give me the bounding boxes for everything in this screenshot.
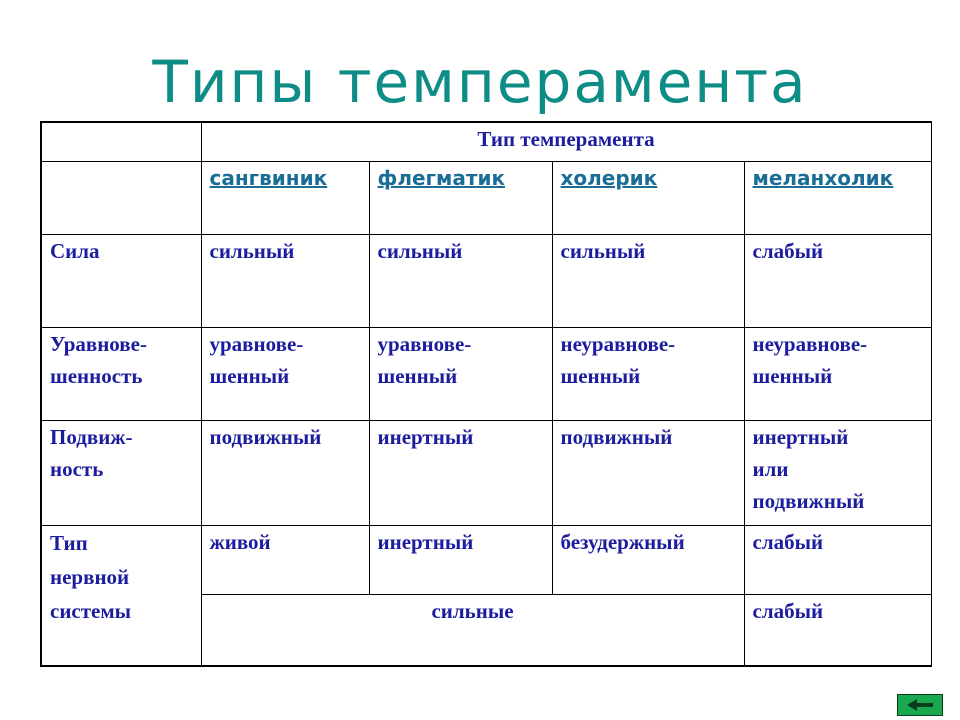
label-line: нервной <box>50 565 130 589</box>
table-cell <box>552 328 744 421</box>
table-row <box>41 421 931 526</box>
table-cell: инертный <box>369 421 552 526</box>
cell-line: уравнове- <box>377 332 472 356</box>
table-cell: слабый <box>744 526 931 595</box>
arrow-left-icon <box>905 698 935 712</box>
table-cell: подвижный <box>201 421 369 526</box>
type-melancholic[interactable] <box>744 162 931 235</box>
label-line: ность <box>50 457 104 481</box>
table-row <box>41 235 931 328</box>
corner-cell <box>41 122 201 162</box>
table-cell: живой <box>201 526 369 595</box>
table-row <box>41 328 931 421</box>
cell-line: шенный <box>560 364 641 388</box>
group-header: Тип темперамента <box>201 122 931 162</box>
back-nav-button[interactable] <box>897 694 943 716</box>
cell-line: шенный <box>752 364 833 388</box>
type-phlegmatic[interactable] <box>369 162 552 235</box>
table-row <box>41 526 931 595</box>
label-line: системы <box>50 599 132 623</box>
label-line: Тип <box>50 531 88 555</box>
table-row <box>41 162 931 235</box>
summary-weak-cell: слабый <box>744 595 931 667</box>
slide-title: Типы темперамента <box>152 48 808 116</box>
label-line: Уравнове- <box>50 332 147 356</box>
cell-line: неуравнове- <box>752 332 868 356</box>
label-line: шенность <box>50 364 143 388</box>
table-cell <box>369 328 552 421</box>
cell-line: шенный <box>209 364 290 388</box>
cell-line: уравнове- <box>209 332 304 356</box>
type-link-melancholic[interactable]: меланхолик <box>752 166 894 190</box>
summary-strong-cell: сильные <box>201 595 744 667</box>
cell-line: неуравнове- <box>560 332 676 356</box>
table-cell <box>201 328 369 421</box>
type-link-choleric[interactable]: холерик <box>560 166 658 190</box>
row-label-sila: Сила <box>41 235 201 328</box>
table-cell <box>744 328 931 421</box>
table-row <box>41 122 931 162</box>
row-label-podvizhnost <box>41 421 201 526</box>
row-label-tip <box>41 526 201 667</box>
temperament-table <box>40 121 932 667</box>
table-cell <box>744 421 931 526</box>
type-link-sanguine[interactable]: сангвиник <box>209 166 328 190</box>
cell-line: или <box>752 457 789 481</box>
table-cell: сильный <box>552 235 744 328</box>
row-label-uravnoveshennost <box>41 328 201 421</box>
cell-line: подвижный <box>752 489 865 513</box>
type-link-phlegmatic[interactable]: флегматик <box>377 166 506 190</box>
table-cell: сильный <box>369 235 552 328</box>
corner-cell-2 <box>41 162 201 235</box>
cell-line: инертный <box>752 425 849 449</box>
cell-line: шенный <box>377 364 458 388</box>
table-cell: инертный <box>369 526 552 595</box>
table-cell: сильный <box>201 235 369 328</box>
type-choleric[interactable] <box>552 162 744 235</box>
type-sanguine[interactable] <box>201 162 369 235</box>
table-cell: подвижный <box>552 421 744 526</box>
table-cell: слабый <box>744 235 931 328</box>
table-cell: безудержный <box>552 526 744 595</box>
label-line: Подвиж- <box>50 425 133 449</box>
